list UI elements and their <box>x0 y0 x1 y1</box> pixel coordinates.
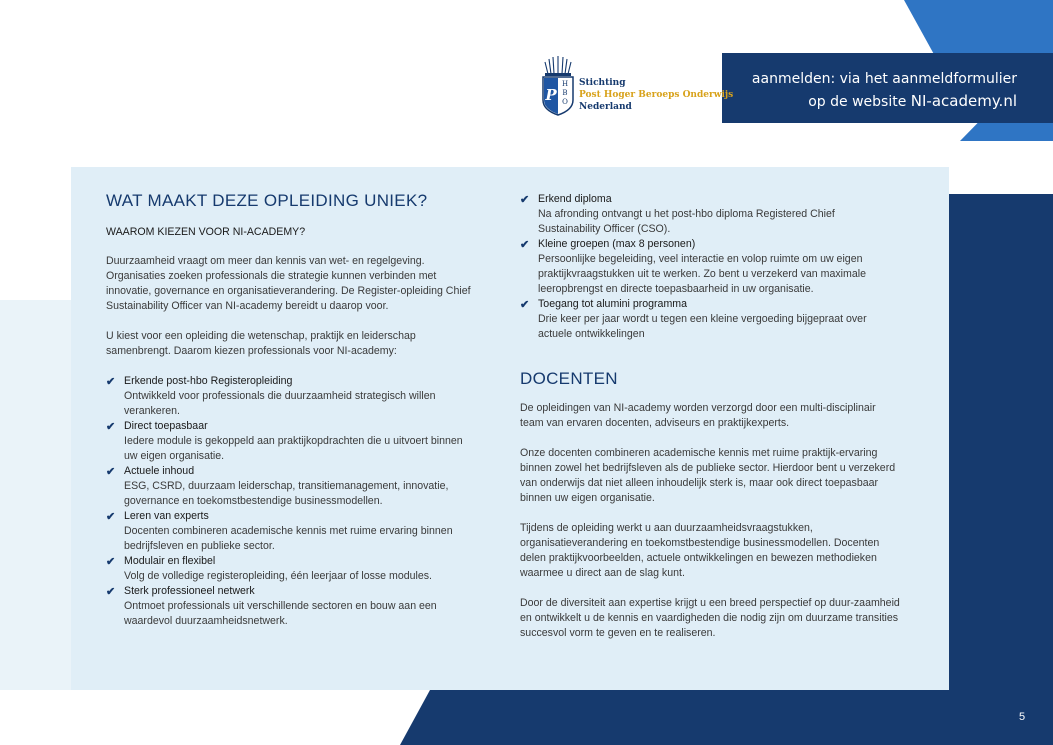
banner-line-2 <box>722 90 1017 113</box>
left-column <box>106 190 471 629</box>
banner-website: NI-academy.nl <box>910 92 1017 110</box>
check-icon: ✔ <box>520 299 530 311</box>
logo-letter-b: B <box>562 89 568 97</box>
list-item-text: Ontwikkeld voor professionals die duurzaamheid strategisch willen verankeren. <box>124 390 436 417</box>
list-item <box>106 509 471 554</box>
check-icon: ✔ <box>106 511 116 523</box>
list-item-text: Iedere module is gekoppeld aan praktijkopdrachten die u uitvoert binnen uw eigen organisatie. <box>124 435 463 462</box>
list-item <box>106 554 471 584</box>
check-icon: ✔ <box>106 421 116 433</box>
logo-line-2: Post Hoger Beroeps Onderwijs <box>579 90 734 100</box>
list-item <box>520 192 900 237</box>
list-item <box>106 419 471 464</box>
logo-letter-p: P <box>545 86 557 104</box>
decor-shape-banner-tail <box>960 122 1053 141</box>
list-item-text: Volg de volledige registeropleiding, één leerjaar of losse modules. <box>124 570 432 582</box>
banner-line-1: aanmelden: via het aanmeldformulier <box>751 71 1017 87</box>
list-item <box>520 237 900 297</box>
list-item-text: Docenten combineren academische kennis met ruime ervaring binnen bedrijfsleven en publieke sector. <box>124 525 453 552</box>
check-icon: ✔ <box>520 239 530 251</box>
logo-line-1: Stichting <box>579 78 626 88</box>
list-item-text: Persoonlijke begeleiding, veel interactie en volop ruimte om uw eigen praktijkvraagstukken uit te werken. Zo bent u verzekerd van maximale leeropbrengst en directe toepasbaarheid in uw organisatie. <box>538 253 866 295</box>
decor-right-band <box>948 194 1053 745</box>
logo-text <box>579 77 733 113</box>
intro-paragraph-2: U kiest voor een opleiding die wetenschap, praktijk en leiderschap samenbrengt. Daarom kiezen professionals voor NI-academy: <box>106 330 416 357</box>
list-item-title: Modulair en flexibel <box>124 555 216 567</box>
logo-line-3: Nederland <box>579 102 632 112</box>
crown-icon <box>540 56 576 116</box>
list-item-title: Leren van experts <box>124 510 209 522</box>
list-item-title: Erkende post-hbo Registeropleiding <box>124 375 293 387</box>
list-item <box>106 464 471 509</box>
list-item-title: Sterk professioneel netwerk <box>124 585 255 597</box>
list-item-text: Drie keer per jaar wordt u tegen een kleine vergoeding bijgepraat over actuele ontwikkelingen <box>538 313 867 340</box>
docenten-paragraph-1: De opleidingen van NI-academy worden verzorgd door een multi-disciplinair team van ervaren docenten, adviseurs en praktijkexperts. <box>520 402 876 429</box>
docenten-paragraph-2: Onze docenten combineren academische kennis met ruime praktijk-ervaring binnen zowel het bedrijfsleven als de publieke sector. Hierdoor bent u verzekerd van onderwijs dat niet alleen inhoudelijk sterk is, maar ook direct toepasbaar binnen uw eigen organisatie. <box>520 447 896 504</box>
check-icon: ✔ <box>520 194 530 206</box>
section-subtitle: WAAROM KIEZEN VOOR NI-ACADEMY? <box>106 226 306 238</box>
list-item-title: Toegang tot alumini programma <box>538 298 687 310</box>
list-item-text: Na afronding ontvangt u het post-hbo diploma Registered Chief Sustainability Officer (CSO). <box>538 208 835 235</box>
phbo-logo <box>540 56 734 118</box>
list-item-title: Actuele inhoud <box>124 465 195 477</box>
logo-letter-h: H <box>561 80 569 88</box>
benefits-list-continued <box>520 192 900 342</box>
check-icon: ✔ <box>106 466 116 478</box>
list-item-text: ESG, CSRD, duurzaam leiderschap, transitiemanagement, innovatie, governance en toekomstbestendige businessmodellen. <box>124 480 449 507</box>
page-number: 5 <box>1019 711 1026 723</box>
registration-banner <box>722 53 1053 123</box>
section-title-uniek: WAT MAAKT DEZE OPLEIDING UNIEK? <box>106 191 428 210</box>
list-item <box>106 374 471 419</box>
decor-shape-top <box>904 0 1053 54</box>
decor-bottom-band <box>400 690 1053 745</box>
benefits-list <box>106 374 471 629</box>
list-item-title: Kleine groepen (max 8 personen) <box>538 238 696 250</box>
list-item <box>106 584 471 629</box>
check-icon: ✔ <box>106 586 116 598</box>
list-item-title: Erkend diploma <box>538 193 612 205</box>
decor-left-band <box>0 300 72 690</box>
logo-letter-o: O <box>562 98 568 106</box>
docenten-paragraph-4: Door de diversiteit aan expertise krijgt u een breed perspectief op duur-zaamheid en ontwikkelt u de kennis en vaardigheden die nodig zijn om duurzame transities succesvol vorm te geven en te realiseren. <box>520 597 900 639</box>
list-item-title: Direct toepasbaar <box>124 420 208 432</box>
docenten-paragraph-3: Tijdens de opleiding werkt u aan duurzaamheidsvraagstukken, organisatieverandering en toekomstbestendige businessmodellen. Docenten delen praktijkvoorbeelden, actuele ontwikkelingen en bewezen methodieken waarmee u direct aan de slag kunt. <box>520 522 880 579</box>
section-title-docenten: DOCENTEN <box>520 369 618 388</box>
check-icon: ✔ <box>106 556 116 568</box>
banner-line-2-prefix: op de website <box>808 94 911 110</box>
list-item-text: Ontmoet professionals uit verschillende sectoren en bouw aan een waardevol duurzaamheidsnetwerk. <box>124 600 437 627</box>
check-icon: ✔ <box>106 376 116 388</box>
intro-paragraph-1: Duurzaamheid vraagt om meer dan kennis van wet- en regelgeving. Organisaties zoeken professionals die strategie kunnen verbinden met innovatie, governance en organisatieverandering. De Register-opleiding Chief Sustainability Officer van NI-academy bereidt u daarop voor. <box>106 255 471 312</box>
list-item <box>520 297 900 342</box>
right-column <box>520 192 900 656</box>
